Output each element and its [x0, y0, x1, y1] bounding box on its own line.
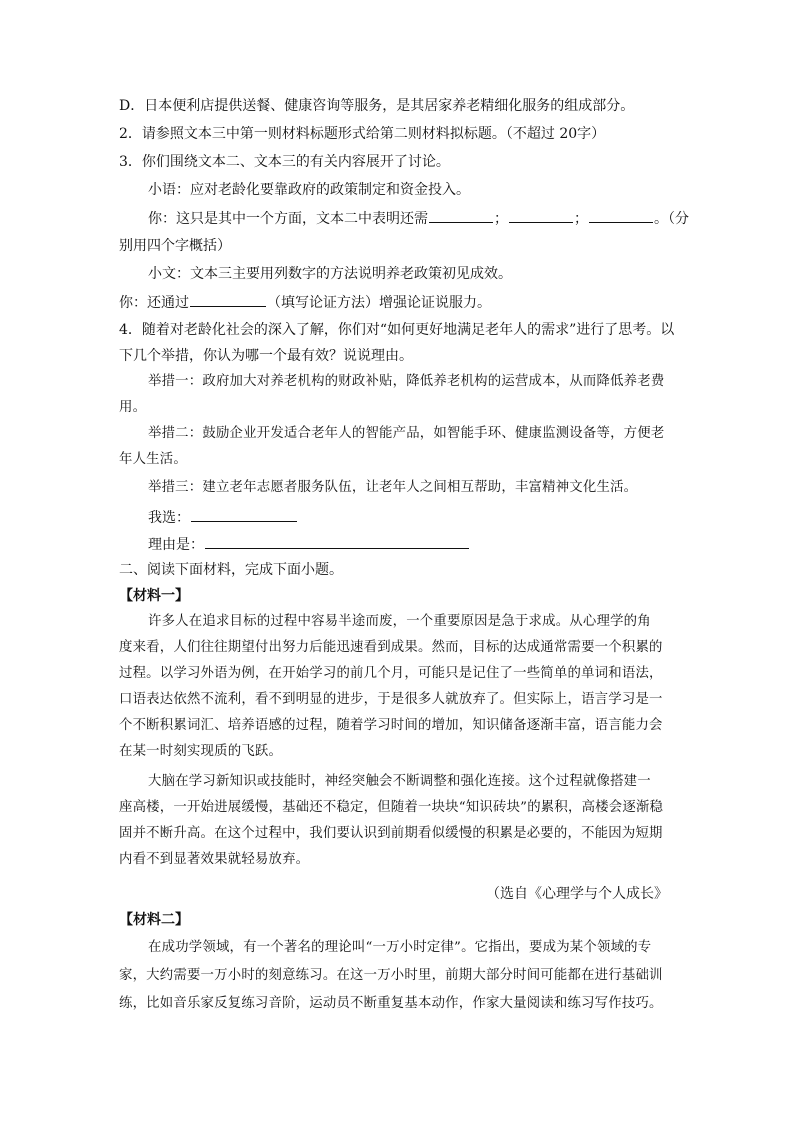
measure-2-cont: 年人生活。 [119, 452, 187, 467]
reason-label: 理由是： [148, 537, 204, 553]
section-2-heading: 二、阅读下面材料，完成下面小题。 [119, 562, 343, 578]
choice-blank[interactable] [191, 507, 297, 522]
measure-3: 举措三：建立老年志愿者服务队伍，让老年人之间相互帮助，丰富精神文化生活。 [148, 480, 638, 495]
answer-blank-1[interactable] [429, 208, 493, 223]
dialogue-ni-2-text: 你：还通过 [119, 295, 189, 311]
dialogue-ni-1-text: 你：这只是其中一个方面，文本二中表明还需 [148, 211, 428, 227]
paragraph-line: 过程。以学习外语为例，在开始学习的前几个月，可能只是记住了一些简单的单词和语法， [119, 666, 663, 681]
material-2-title: 【材料二】 [119, 912, 189, 928]
option-d: D．日本便利店提供送餐、健康咨询等服务，是其居家养老精细化服务的组成部分。 [119, 98, 635, 114]
choice-label: 我选： [148, 510, 190, 526]
measure-2: 举措二：鼓励企业开发适合老年人的智能产品，如智能手环、健康监测设备等，方便老 [148, 426, 665, 441]
paragraph-line: 家，大约需要一万小时的刻意练习。在这一万小时里，前期大部分时间可能都在进行基础训 [119, 968, 663, 983]
dialogue-ni-2 [119, 292, 491, 313]
paragraph-line: 内看不到显著效果就轻易放弃。 [119, 852, 310, 867]
question-4-cont: 下几个举措，你认为哪一个最有效？说说理由。 [119, 348, 413, 364]
choice-line [148, 507, 298, 528]
measure-1: 举措一：政府加大对养老机构的财政补贴，降低养老机构的运营成本，从而降低养老费 [148, 374, 665, 389]
answer-blank-method[interactable] [190, 292, 266, 307]
material-1-title: 【材料一】 [119, 588, 189, 604]
question-4: 4．随着对老龄化社会的深入了解，你们对“如何更好地满足老年人的需求”进行了思考。以 [119, 322, 675, 338]
separator: ； [574, 211, 588, 227]
paragraph-line: 练，比如音乐家反复练习音阶，运动员不断重复基本动作，作家大量阅读和练习写作技巧。 [119, 996, 663, 1011]
measure-1-cont: 用。 [119, 400, 147, 415]
paragraph-line: 在成功学领域，有一个著名的理论叫“一万小时定律”。它指出，要成为某个领域的专 [148, 940, 652, 955]
dialogue-xiaoyu: 小语：应对老龄化要靠政府的政策制定和资金投入。 [148, 182, 470, 198]
paragraph-line: 许多人在追求目标的过程中容易半途而废，一个重要原因是急于求成。从心理学的角 [148, 614, 651, 629]
answer-blank-2[interactable] [509, 208, 573, 223]
paragraph-line: 个不断积累词汇、培养语感的过程，随着学习时间的增加，知识储备逐渐丰富，语言能力会 [119, 718, 663, 733]
paragraph-line: 度来看，人们往往期望付出努力后能迅速看到成果。然而，目标的达成通常需要一个积累的 [119, 640, 663, 655]
paragraph-line: 口语表达依然不流利，看不到明显的进步，于是很多人就放弃了。但实际上，语言学习是一 [119, 692, 663, 707]
question-2: 2．请参照文本三中第一则材料标题形式给第二则材料拟标题。（不超过 20字） [119, 126, 606, 142]
dialogue-ni-2-end: （填写论证方法）增强论证说服力。 [267, 295, 491, 311]
reason-blank[interactable] [205, 534, 469, 549]
dialogue-ni-1-end: 。（分 [654, 211, 689, 227]
separator: ； [494, 211, 508, 227]
source-citation: （选自《心理学与个人成长》 [486, 886, 668, 902]
answer-blank-3[interactable] [589, 208, 653, 223]
paragraph-line: 大脑在学习新知识或技能时，神经突触会不断调整和强化连接。这个过程就像搭建一 [148, 774, 651, 789]
dialogue-xiaowen: 小文：文本三主要用列数字的方法说明养老政策初见成效。 [148, 266, 512, 282]
dialogue-ni-1-cont: 别用四个字概括） [119, 238, 231, 254]
paragraph-line: 座高楼，一开始进展缓慢，基础还不稳定，但随着一块块“知识砖块”的累积，高楼会逐渐稳 [119, 800, 664, 815]
dialogue-ni-1 [148, 208, 689, 229]
reason-line [148, 534, 470, 555]
question-3: 3．你们围绕文本二、文本三的有关内容展开了讨论。 [119, 154, 450, 170]
paragraph-line: 在某一时刻实现质的飞跃。 [119, 744, 283, 759]
paragraph-line: 固并不断升高。在这个过程中，我们要认识到前期看似缓慢的积累是必要的，不能因为短期 [119, 826, 663, 841]
